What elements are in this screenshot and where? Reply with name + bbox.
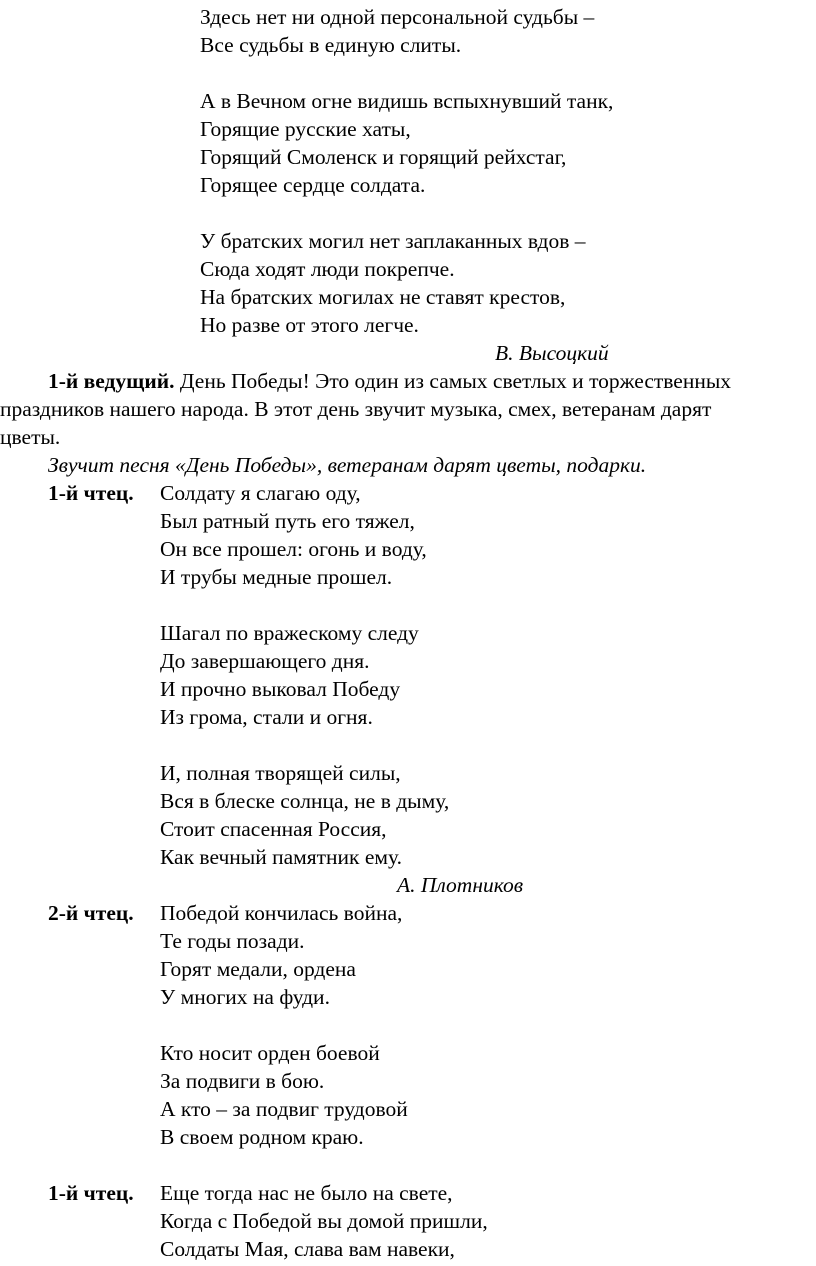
- paragraph-line: цветы.: [0, 425, 61, 449]
- poem-line: Как вечный памятник ему.: [160, 845, 402, 869]
- poem-line: И, полная творящей силы,: [160, 761, 401, 785]
- poem-line: Вся в блеске солнца, не в дыму,: [160, 789, 450, 813]
- poem-line: Солдату я слагаю оду,: [160, 481, 361, 505]
- speaker-label: 2-й чтец.: [48, 901, 134, 925]
- poem-line: Солдаты Мая, слава вам навеки,: [160, 1237, 455, 1261]
- poem-line: Победой кончилась война,: [160, 901, 403, 925]
- poem-line: Те годы позади.: [160, 929, 305, 953]
- poem-line: И прочно выковал Победу: [160, 677, 401, 701]
- poem-line: Кто носит орден боевой: [160, 1041, 380, 1065]
- poem-line: До завершающего дня.: [160, 649, 370, 673]
- poem-line: Все судьбы в единую слиты.: [200, 33, 462, 57]
- speech-text: День Победы! Это один из самых светлых и торжественных: [174, 369, 732, 393]
- poem-line: И трубы медные прошел.: [160, 565, 393, 589]
- poem-line: Горящее сердце солдата.: [200, 173, 426, 197]
- poem-line: Он все прошел: огонь и воду,: [160, 537, 427, 561]
- poem-line: Здесь нет ни одной персональной судьбы –: [200, 5, 595, 29]
- poem-line: Сюда ходят люди покрепче.: [200, 257, 455, 281]
- poem-line: Горящие русские хаты,: [200, 117, 411, 141]
- poem-line: Горят медали, ордена: [160, 957, 356, 981]
- poem-line: Шагал по вражескому следу: [160, 621, 419, 645]
- stage-direction: Звучит песня «День Победы», ветеранам дарят цветы, подарки.: [48, 453, 647, 477]
- paragraph-line: [48, 367, 731, 395]
- poem-line: Когда с Победой вы домой пришли,: [160, 1209, 488, 1233]
- poem-author: В. Высоцкий: [495, 341, 609, 365]
- poem-line: Горящий Смоленск и горящий рейхстаг,: [200, 145, 567, 169]
- speaker-label: 1-й чтец.: [48, 1181, 134, 1205]
- poem-line: Но разве от этого легче.: [200, 313, 419, 337]
- poem-line: А кто – за подвиг трудовой: [160, 1097, 408, 1121]
- poem-line: Из грома, стали и огня.: [160, 705, 373, 729]
- poem-line: У братских могил нет заплаканных вдов –: [200, 229, 586, 253]
- poem-line: Еще тогда нас не было на свете,: [160, 1181, 453, 1205]
- poem-line: У многих на фуди.: [160, 985, 330, 1009]
- speaker-label: 1-й ведущий.: [48, 369, 175, 393]
- poem-line: А в Вечном огне видишь вспыхнувший танк,: [200, 89, 614, 113]
- poem-line: За подвиги в бою.: [160, 1069, 325, 1093]
- speaker-label: 1-й чтец.: [48, 481, 134, 505]
- poem-line: Был ратный путь его тяжел,: [160, 509, 415, 533]
- poem-line: Стоит спасенная Россия,: [160, 817, 387, 841]
- poem-line: В своем родном краю.: [160, 1125, 364, 1149]
- paragraph-line: праздников нашего народа. В этот день звучит музыка, смех, ветеранам дарят: [0, 397, 712, 421]
- poem-line: На братских могилах не ставят крестов,: [200, 285, 566, 309]
- poem-author: А. Плотников: [397, 873, 524, 897]
